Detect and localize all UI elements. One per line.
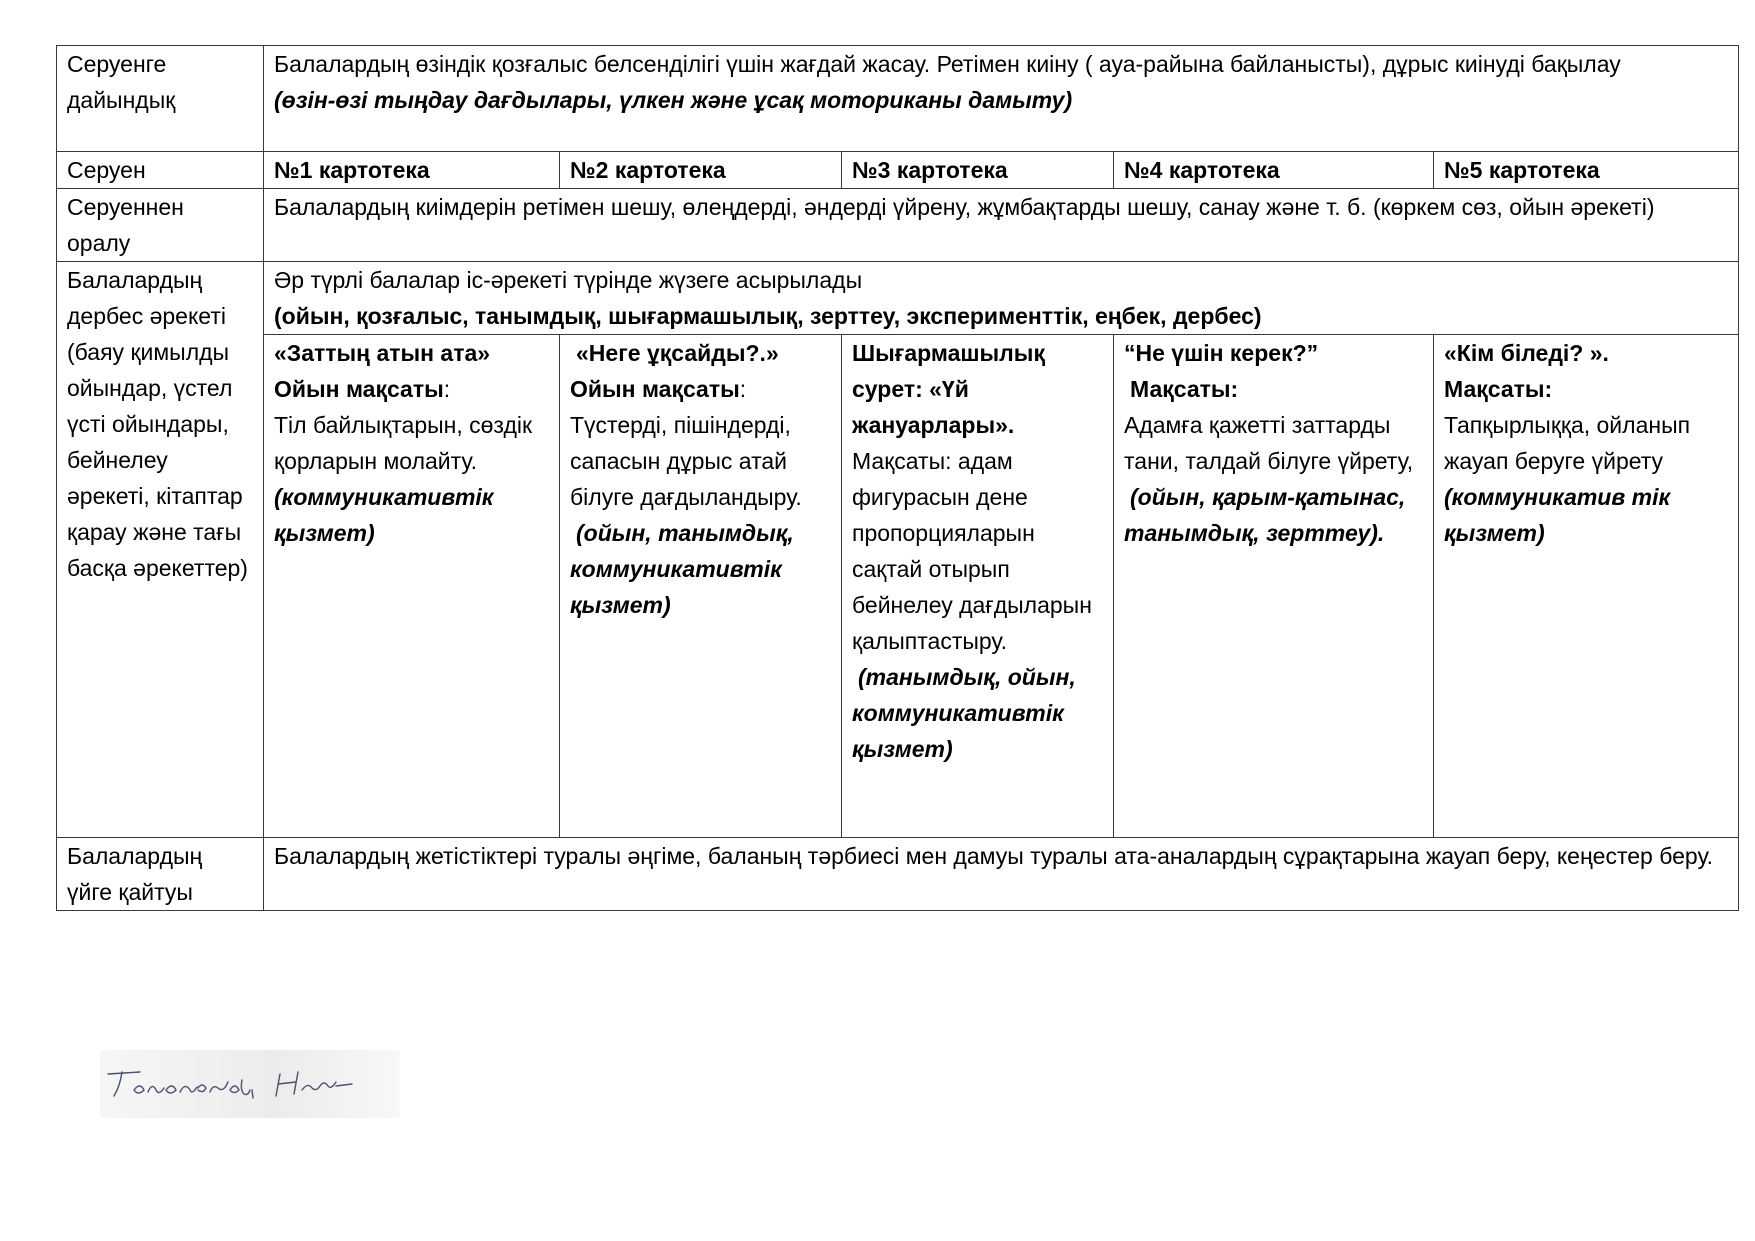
schedule-table	[56, 45, 1739, 911]
row-walk	[57, 152, 1739, 189]
independent-intro-note: (ойын, қозғалыс, танымдық, шығармашылық, зерттеу, эксперименттік, еңбек, дербес)	[274, 303, 1262, 329]
game-1-title: «Заттың атын ата»	[274, 340, 491, 366]
signature-image	[100, 1050, 400, 1118]
game-2-goal-text: Түстерді, пішіндерді, сапасын дұрыс атай білуге дағдыландыру.	[570, 412, 802, 510]
row-walk-prep	[57, 46, 1739, 152]
game-5-title: «Кім біледі? ».	[1444, 340, 1609, 366]
game-2-note: (ойын, танымдық, коммуникативтік қызмет)	[570, 520, 794, 618]
card-4: №4 картотека	[1114, 152, 1434, 189]
row-return	[57, 189, 1739, 262]
row-label-home: Балалардың үйге қайтуы	[57, 838, 264, 911]
row-label-return: Серуеннен оралу	[57, 189, 264, 262]
card-2: №2 картотека	[560, 152, 842, 189]
card-3: №3 картотека	[842, 152, 1114, 189]
game-3-note: (танымдық, ойын, коммуникативтік қызмет)	[852, 664, 1076, 762]
row-label-walk: Серуен	[57, 152, 264, 189]
row-independent-games	[57, 335, 1739, 838]
independent-intro-text: Әр түрлі балалар іс-әрекеті түрінде жүзеге асырылады	[274, 267, 863, 293]
game-4-goal-label: Мақсаты:	[1130, 376, 1239, 402]
game-2-goal: Ойын мақсаты:	[570, 376, 747, 402]
game-4-title: “Не үшін керек?”	[1124, 340, 1319, 366]
return-text: Балалардың киімдерін ретімен шешу, өлеңдерді, әндерді үйрену, жұмбақтарды шешу, санау және т. б. (көркем сөз, ойын әрекеті)	[264, 189, 1739, 262]
game-1-goal: Ойын мақсаты:	[274, 376, 451, 402]
game-1-goal-label: Ойын мақсаты	[274, 376, 444, 402]
game-5-goal-label: Мақсаты:	[1444, 376, 1553, 402]
game-4-cell	[1114, 335, 1434, 838]
walk-prep-note: (өзін-өзі тыңдау дағдылары, үлкен және ұсақ моториканы дамыту)	[274, 87, 1073, 113]
walk-prep-cell	[264, 46, 1739, 152]
row-label-walk-prep: Серуенге дайындық	[57, 46, 264, 152]
game-1-note: (коммуникативтік қызмет)	[274, 484, 494, 546]
game-4-note: (ойын, қарым-қатынас, танымдық, зерттеу).	[1124, 484, 1406, 546]
game-2-cell	[560, 335, 842, 838]
game-3-title: Шығармашылық сурет: «Үй жануарлары».	[852, 340, 1045, 438]
row-independent-intro	[57, 262, 1739, 335]
game-1-cell	[264, 335, 560, 838]
home-text: Балалардың жетістіктері туралы әңгіме, баланың тәрбиесі мен дамуы туралы ата-аналардың сұрақтарына жауап беру, кеңестер беру.	[264, 838, 1739, 911]
game-3-goal-text: Мақсаты: адам фигурасын дене пропорцияларын сақтай отырып бейнелеу дағдыларын қалыптастыру.	[852, 448, 1092, 654]
row-label-independent: Балалардың дербес әрекеті (баяу қимылды ойындар, үстел үсті ойындары, бейнелеу әрекеті, кітаптар қарау және тағы басқа әрекеттер)	[57, 262, 264, 838]
game-4-goal-text: Адамға қажетті заттарды тани, талдай білуге үйрету,	[1124, 412, 1414, 474]
independent-intro-cell	[264, 262, 1739, 335]
walk-prep-text: Балалардың өзіндік қозғалыс белсенділігі үшін жағдай жасау. Ретімен киіну ( ауа-райына байланысты), дұрыс киінуді бақылау	[274, 51, 1621, 77]
game-3-cell	[842, 335, 1114, 838]
row-home	[57, 838, 1739, 911]
game-5-cell	[1434, 335, 1739, 838]
card-5: №5 картотека	[1434, 152, 1739, 189]
game-2-title: «Неге ұқсайды?.»	[576, 340, 779, 366]
game-5-goal-text: Тапқырлыққа, ойланып жауап беруге үйрету	[1444, 412, 1691, 474]
card-1: №1 картотека	[264, 152, 560, 189]
game-2-goal-label: Ойын мақсаты	[570, 376, 740, 402]
game-5-note: (коммуникатив тік қызмет)	[1444, 484, 1671, 546]
handwritten-signature	[100, 1050, 400, 1118]
game-1-goal-text: Тіл байлықтарын, сөздік қорларын молайту.	[274, 412, 533, 474]
